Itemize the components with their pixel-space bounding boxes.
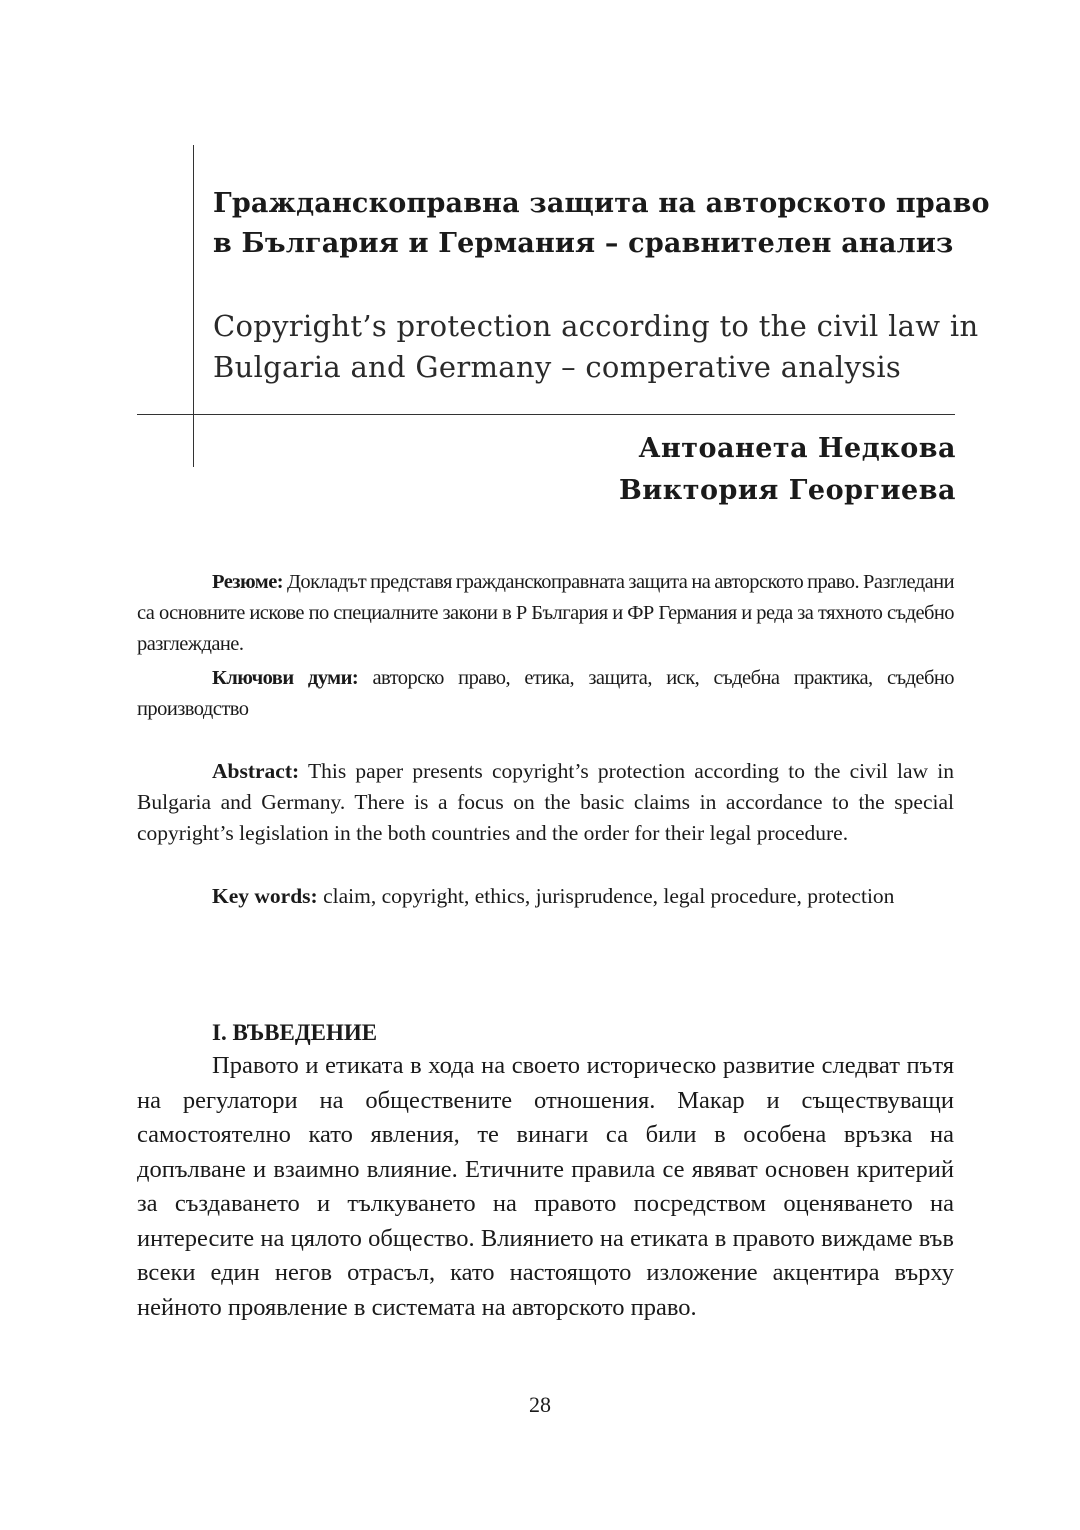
title-bulgarian bbox=[213, 184, 990, 264]
resume-label: Резюме: bbox=[212, 571, 284, 593]
resume-paragraph bbox=[137, 567, 954, 660]
intro-paragraph: Правото и етиката в хода на своето историческо развитие следват пътя на регулатори на обществените отношения. Макар и съществуващи самостоятелно като явления, те винаги са били в особена връзка на допълване и взаимно влияние. Етичните правила се явяват основен критерий за създаването и тълкуването на правото посредством оценяването на интересите на цялото общество. Влиянието на етиката в правото виждаме във всеки един негов отрасъл, като настоящото изложение акцентира върху нейното проявление в системата на авторското право. bbox=[137, 1052, 954, 1321]
author-name: Виктория Георгиева bbox=[618, 475, 956, 506]
keywords-en-label: Key words: bbox=[212, 884, 318, 908]
authors bbox=[619, 428, 956, 512]
resume-text: Докладът представя гражданскоправната защита на авторското право. Разгледани са основните искове по специалните закони в Р България и ФР Германия и реда за тяхното съдебно разглеждане. bbox=[137, 571, 954, 655]
title-en-line-2: Bulgaria and Germany – comperative analysis bbox=[213, 350, 902, 384]
vertical-rule bbox=[193, 145, 194, 467]
keywords-en-text: claim, copyright, ethics, jurisprudence, legal procedure, protection bbox=[317, 884, 895, 908]
keywords-bg-paragraph bbox=[137, 663, 954, 725]
abstract-text: This paper presents copyright’s protection according to the civil law in Bulgaria and Germany. There is a focus on the basic claims in accordance to the special copyright’s legislation in the both countries and the order for their legal procedure. bbox=[137, 759, 954, 845]
abstract-paragraph bbox=[137, 756, 954, 849]
keywords-bg-label: Ключови думи: bbox=[212, 667, 359, 689]
keywords-bg-text: авторско право, етика, защита, иск, съдебна практика, съдебно производство bbox=[137, 667, 954, 720]
section-heading: I. ВЪВЕДЕНИЕ bbox=[212, 1020, 378, 1045]
title-bg-line-1: Гражданскоправна защита на авторското право bbox=[213, 188, 990, 219]
abstract-label: Abstract: bbox=[212, 759, 300, 783]
title-english bbox=[213, 306, 979, 388]
author-name: Антоанета Недкова bbox=[638, 433, 956, 464]
horizontal-rule bbox=[137, 414, 955, 415]
title-en-line-1: Copyright’s protection according to the civil law in bbox=[213, 309, 979, 343]
keywords-en-paragraph bbox=[137, 881, 954, 912]
page-number: 28 bbox=[529, 1392, 551, 1417]
title-bg-line-2: в България и Германия – сравнителен анализ bbox=[213, 228, 954, 259]
